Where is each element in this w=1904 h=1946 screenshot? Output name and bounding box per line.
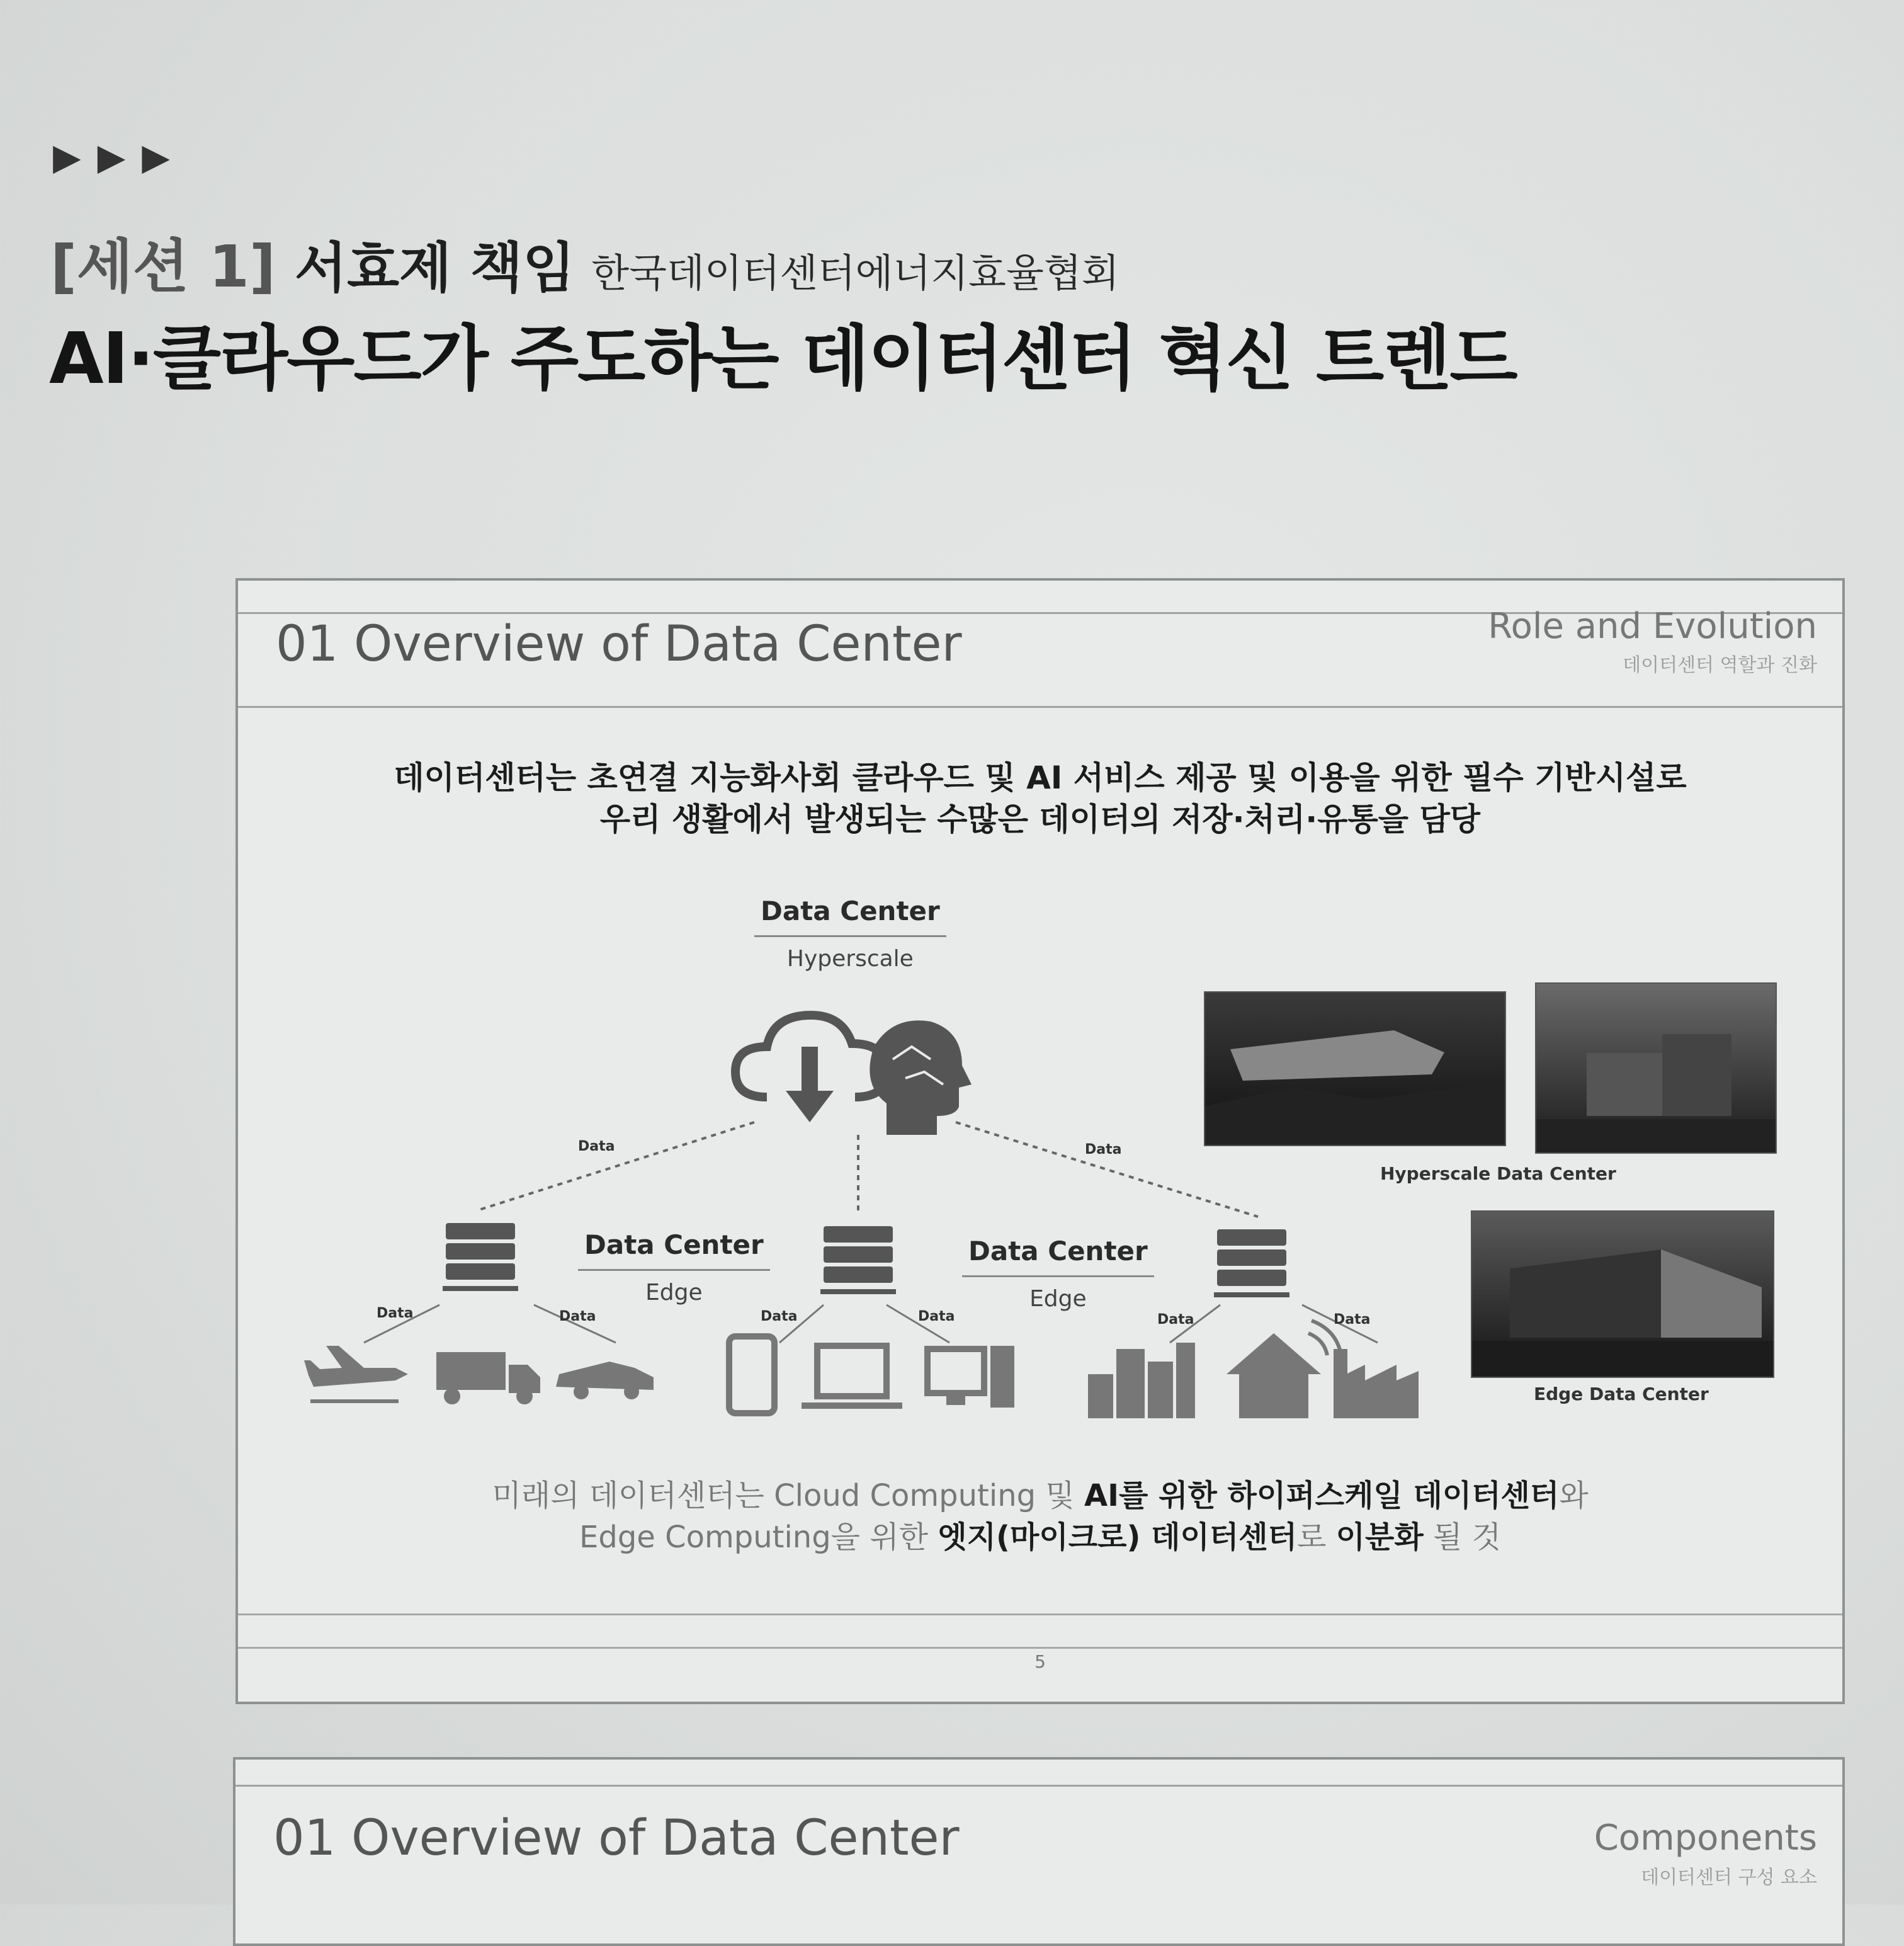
section-title-en: Components [1594, 1818, 1817, 1858]
arrow-icon: ▶ [53, 135, 81, 178]
connection-lines [477, 1122, 1258, 1217]
desktop-computer-icon [927, 1346, 1014, 1408]
lead-line: 데이터센터는 초연결 지능화사회 클라우드 및 AI 서비스 제공 및 이용을 위한 필수 기반시설로 [394, 760, 1687, 796]
session-header [50, 220, 1119, 304]
data-tag: Data [1157, 1312, 1194, 1328]
footer-text: 될 것 [1423, 1520, 1501, 1555]
data-tag: Data [377, 1306, 414, 1321]
lead-line: 우리 생활에서 발생되는 수많은 데이터의 저장·처리·유통을 담당 [599, 801, 1481, 838]
footer-emphasis: 엣지(마이크로) 데이터센터 [938, 1520, 1297, 1555]
data-tag: Data [1334, 1312, 1371, 1328]
footer-text: Edge Computing을 위한 [579, 1520, 938, 1555]
label-sub: Hyperscale [786, 946, 914, 972]
server-icon [443, 1223, 518, 1291]
server-icon [1214, 1229, 1289, 1297]
slide-title: 01 Overview of Data Center [273, 1810, 960, 1867]
section-title-en: Role and Evolution [1488, 606, 1817, 647]
buildings-icon [1088, 1343, 1195, 1418]
slide-components [233, 1757, 1845, 1946]
airplane-icon [304, 1346, 408, 1403]
footer-text: 로 [1296, 1520, 1336, 1555]
cloud-download-icon [735, 1015, 887, 1122]
truck-icon [436, 1352, 540, 1404]
smart-home-icon [1227, 1321, 1341, 1418]
slide-footer-bar [238, 1613, 1842, 1649]
label-title: Data Center [578, 1229, 770, 1271]
data-tag: Data [578, 1139, 615, 1154]
footer-emphasis: AI를 위한 하이퍼스케일 데이터센터 [1084, 1478, 1560, 1513]
session-tag: [세션 1] [50, 233, 276, 300]
footer-emphasis: 이분화 [1335, 1520, 1424, 1555]
data-tag: Data [559, 1309, 596, 1324]
label-sub: Edge [1029, 1286, 1087, 1312]
server-icon [820, 1226, 896, 1294]
slide-conclusion [238, 1475, 1842, 1558]
arrow-icon: ▶ [97, 135, 126, 178]
hyperscale-photo-2 [1535, 982, 1777, 1154]
page-title: AI·클라우드가 주도하는 데이터센터 혁신 트렌드 [49, 318, 1517, 400]
label-sub: Edge [645, 1280, 703, 1306]
data-tag: Data [761, 1309, 798, 1324]
photo-caption-hyperscale: Hyperscale Data Center [1380, 1163, 1616, 1184]
decorative-arrows [53, 135, 170, 178]
footer-text: 미래의 데이터센터는 Cloud Computing 및 [492, 1478, 1084, 1513]
speaker-organization: 한국데이터센터에너지효율협회 [591, 250, 1119, 296]
conclusion-line [238, 1516, 1842, 1558]
data-tag: Data [1085, 1142, 1122, 1158]
edge-links [364, 1305, 1378, 1343]
section-title-ko: 데이터센터 구성 요소 [1641, 1867, 1817, 1889]
smartphone-icon [729, 1336, 774, 1413]
arrow-icon: ▶ [142, 135, 170, 178]
factory-icon [1334, 1349, 1419, 1418]
hyperscale-photo-1 [1204, 991, 1506, 1146]
label-title: Data Center [962, 1236, 1154, 1277]
section-title-ko: 데이터센터 역할과 진화 [1623, 654, 1817, 676]
label-title: Data Center [754, 896, 946, 937]
ai-head-icon [870, 1020, 972, 1135]
speaker-name: 서효제 책임 [294, 237, 575, 300]
photo-caption-edge: Edge Data Center [1534, 1384, 1709, 1404]
slide-title: 01 Overview of Data Center [276, 616, 962, 673]
car-icon [556, 1362, 654, 1399]
edge-photo [1471, 1210, 1774, 1378]
conclusion-line [238, 1475, 1842, 1516]
page-number: 5 [1034, 1651, 1046, 1672]
data-tag: Data [918, 1309, 955, 1324]
footer-text: 와 [1559, 1478, 1589, 1513]
slide-role-and-evolution [235, 578, 1845, 1704]
laptop-icon [802, 1346, 902, 1406]
